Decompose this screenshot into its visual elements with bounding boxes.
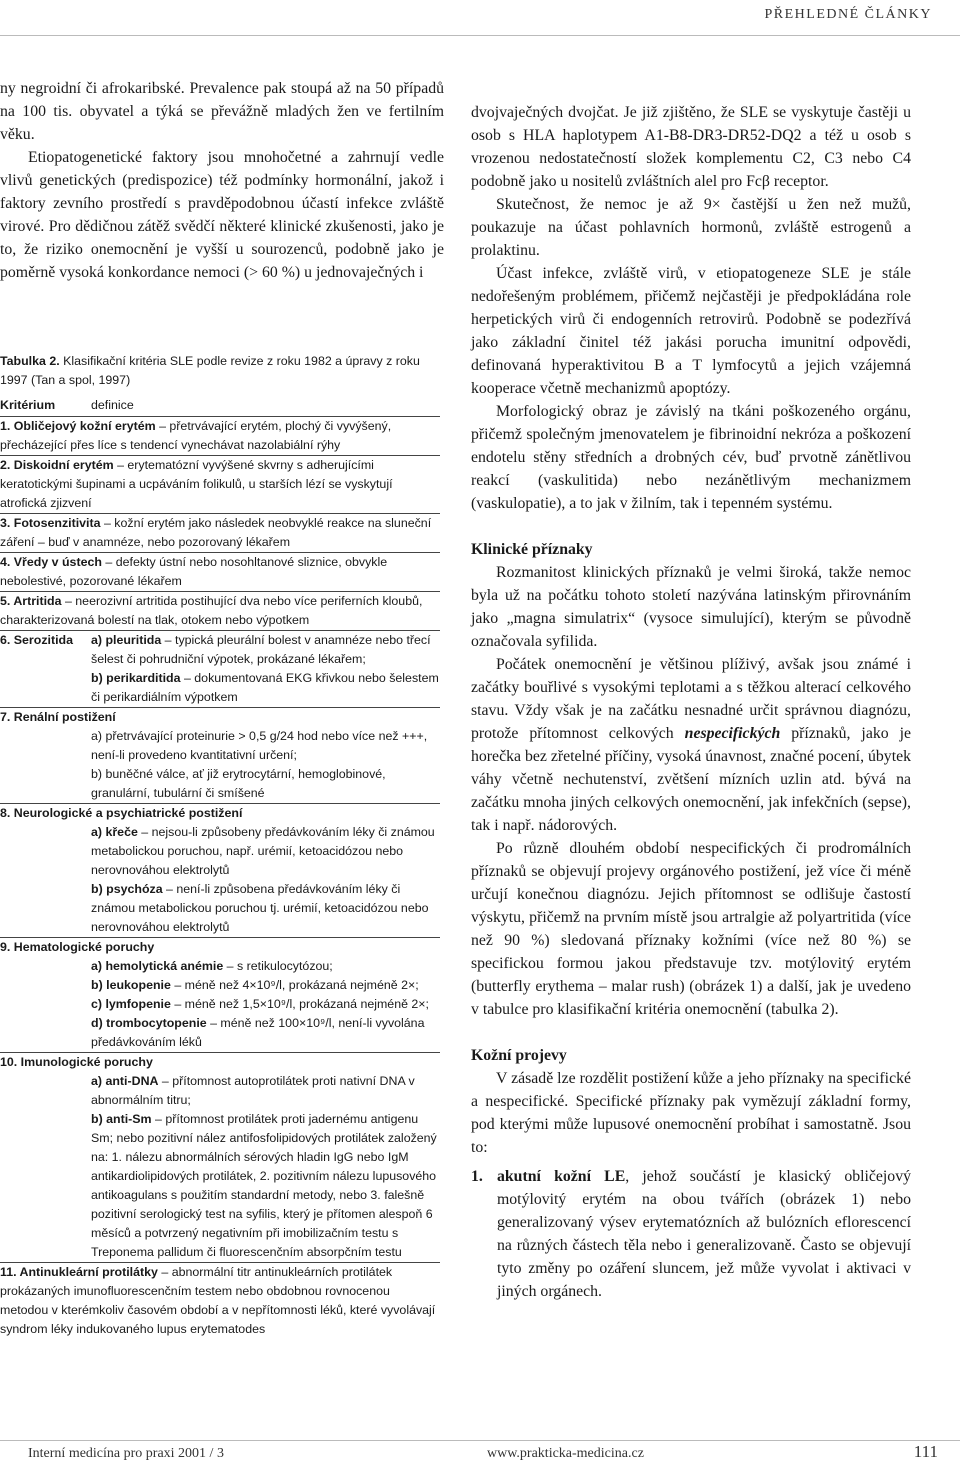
criterion-term: 3. Fotosenzitivita <box>0 516 101 530</box>
list-lead-term: akutní kožní LE <box>497 1168 626 1185</box>
criterion-definition: – erytematózní vyvýšené skvrny s adherujícími keratotickými šupinami a ucpáváním folikulů, u starších lézí se vyskytují atrofická zjizvení <box>0 458 393 510</box>
sub-criterion-label: b) anti-Sm <box>91 1112 152 1126</box>
criterion-term: 6. Serozitida <box>0 633 73 647</box>
sub-criterion-text: – nejsou-li způsobeny předávkováním léky či známou metabolickou poruchou, např. urémií, ketoacidózou nebo nerovnováhou elektrolytů <box>91 825 435 877</box>
criterion-term: 1. Obličejový kožní erytém <box>0 419 156 433</box>
table-row <box>0 1263 440 1339</box>
criterion-term: 10. Imunologické poruchy <box>0 1055 153 1069</box>
criterion-definition: – neerozivní artritida postihující dva nebo více periferních kloubů, charakterizovaná bolestí na tlak, otokem nebo výpotkem <box>0 594 423 627</box>
table-row <box>0 553 440 592</box>
journal-name: Interní medicína pro praxi 2001 / 3 <box>28 1446 224 1461</box>
column-header-criterion: Kritérium <box>0 398 56 412</box>
list-item <box>471 1165 911 1303</box>
sub-criterion-text: b) buněčné válce, ať již erytrocytární, hemoglobinové, granulární, tubulární či smíšené <box>91 767 386 800</box>
list-number: 1. <box>471 1168 483 1185</box>
table-row <box>0 938 440 1053</box>
section-label: PŘEHLEDNÉ ČLÁNKY <box>764 7 932 22</box>
table-caption-label: Tabulka 2. <box>0 354 60 368</box>
sub-criterion-label: a) anti-DNA <box>91 1074 159 1088</box>
criterion-term: 5. Artritida <box>0 594 62 608</box>
criterion-term: 2. Diskoidní erytém <box>0 458 114 472</box>
table-row <box>0 804 440 938</box>
sub-criterion-text: – typická pleurální bolest v anamnéze nebo třecí šelest či pohrudniční výpotek, prokázané lékařem; <box>91 633 431 666</box>
paragraph: Morfologický obraz je závislý na tkáni poškozeného orgánu, přičemž společným jmenovatelem je fibrinoidní nekróza a poškození endotelu stěny středních a drobných cév, buď prvotně zánětlivou reakcí (vaskulitida) nebo nezánětlivým mechanizmem (vaskulopatie), a to jak v žilním, tak i tepenném systému. <box>471 403 911 512</box>
paragraph-text: Počátek onemocnění je většinou plíživý, avšak jsou známé i začátky bouřlivé s vysokými teplotami a s těžkou alterací celkového stavu. Vždy však je na začátku nesnadné určit správnou diagnózu, protože přítomnost celkových <box>471 656 911 742</box>
right-column <box>471 101 911 1303</box>
sub-criterion-text: – s retikulocytózou; <box>223 959 333 973</box>
paragraph: dvojvaječných dvojčat. Je již zjištěno, že SLE se vyskytuje častěji u osob s HLA haplotypem A1-B8-DR3-DR52-DQ2 a též u osob s vrozenou nedostatečností složek komplementu C2, C3 nebo C4 podobně jako u nositelů zvláštních alel pro Fcβ receptor. <box>471 104 911 190</box>
sub-criterion-label: d) trombocytopenie <box>91 1016 207 1030</box>
sub-criterion-label: a) pleuritida <box>91 633 162 647</box>
paragraph: Rozmanitost klinických příznaků je velmi široká, takže nemoc byla už na počátku tohoto století nazývána latinským přirovnáním jako „magna simulatrix“ (vysoce simulující), kterým se původně označovala syfilida. <box>471 564 911 650</box>
emphasis-text: nespecifických <box>684 725 781 742</box>
criterion-term: 4. Vředy v ústech <box>0 555 102 569</box>
sub-criterion-text: – méně než 1,5×10⁹/l, prokázaná nejméně 2×; <box>170 997 429 1011</box>
list-text <box>497 1165 911 1303</box>
paragraph: Po různě dlouhém období nespecifických či prodromálních příznaků se objevují projevy orgánového postižení, jež více či méně určují konečnou diagnózu. Jejich přítomnost se odlišuje častostí výskytu, přičemž na prvním místě jsou artralgie až polyartritida (více než 90 %) sledovaná příznaky kožními (více než 80 %) se specifickou formou jakou představuje tzv. motýlovitý erytém (butterfly erythema – malar rush) (obrázek 1) a další, jak je uvedeno v tabulce pro klasifikační kritéria onemocnění (tabulka 2). <box>471 840 911 1018</box>
table-caption <box>0 352 440 390</box>
sub-criterion-label: c) lymfopenie <box>91 997 171 1011</box>
table-caption-text: Klasifikační kritéria SLE podle revize z roku 1982 a úpravy z roku 1997 (Tan a spol, 1997) <box>0 354 420 387</box>
sub-criterion-label: b) leukopenie <box>91 978 171 992</box>
website-link[interactable]: www.prakticka-medicina.cz <box>487 1446 644 1461</box>
paragraph: Skutečnost, že nemoc je až 9× častější u žen než mužů, poukazuje na účast pohlavních hormonů, zvláště estrogenů a prolaktinu. <box>471 196 911 259</box>
table-row <box>0 514 440 553</box>
sub-criterion-label: a) hemolytická anémie <box>91 959 224 973</box>
sub-criterion-text: – méně než 100×10⁹/l, není-li vyvolána předávkováním léků <box>91 1016 425 1049</box>
footer-divider <box>0 1440 960 1441</box>
criterion-definition: – defekty ústní nebo nosohltanové sliznice, obvykle nebolestivé, pozorované lékařem <box>0 555 388 588</box>
paragraph <box>471 653 911 837</box>
sub-criterion-text: – přítomnost autoprotilátek proti nativní DNA v abnormálním titru; <box>91 1074 415 1107</box>
header-divider <box>0 35 960 36</box>
table-row <box>0 417 440 456</box>
table-row <box>0 631 440 708</box>
paragraph: Etiopatogenetické faktory jsou mnohočetné a zahrnují vedle vlivů genetických (predispozice) též podmínky hormonální, jakož i faktory zevního prostředí s pravděpodobnou účastí infekce zvláště virové. Pro dědičnou zátěž svědčí některé klinické zkušenosti, jako je to, že riziko onemocnění je vyšší u sourozenců, podobně jako je poměrně vysoká konkordance nemoci (> 60 %) u jednovaječných i <box>0 149 444 281</box>
section-heading-skin: Kožní projevy <box>471 1047 567 1064</box>
left-column <box>0 77 444 284</box>
sub-criterion-text: – není-li způsobena předávkováním léky či známou metabolickou poruchou tj. urémií, ketoacidózou nebo nerovnováhou elektrolytů <box>91 882 429 934</box>
table-row <box>0 456 440 514</box>
classification-table <box>0 352 440 1339</box>
criterion-definition: – kožní erytém jako následek neobvyklé reakce na sluneční záření – buď v anamnéze, nebo pozorovaný lékařem <box>0 516 432 549</box>
criterion-term: 11. Antinukleární protilátky <box>0 1265 158 1279</box>
paragraph: ny negroidní či afrokaribské. Prevalence pak stoupá až na 50 případů na 100 tis. obyvatel a týká se převážně mladých žen ve fertilním věku. <box>0 80 444 143</box>
criterion-term: 8. Neurologické a psychiatrické postižení <box>0 806 243 820</box>
sub-criterion-label: b) perikarditida <box>91 671 181 685</box>
paragraph: Účast infekce, zvláště virů, v etiopatogeneze SLE je stále nedořešeným problémem, přičemž nejčastěji je předpokládána role herpetických virů či endogenních retrovirů. Podobně se podezřívá jako základní činitel též jakási porucha imunitní odpovědi, definovaná hyperaktivitou B a T lymfocytů a jejich vzájemná kooperace včetně mechanizmů apoptózy. <box>471 265 911 397</box>
table-row <box>0 1053 440 1263</box>
paragraph-text: příznaků, jako je horečka bez zřetelné příčiny, vysoká únavnost, značné pocení, úbytek váhy včetně nechutenství, zvětšení mízních uzlin atd. bývá na začátku mnoha jiných celkových onemocnění, jak infekčních (sepse), tak i např. nádorových. <box>471 725 911 834</box>
list-body: , jehož součástí je klasický obličejový motýlovitý erytém na obou tvářích (obrázek 1) nebo generalizovaný výsev erytematózních až bulózních eflorescencí na různých částech těla nebo i generalizovaně. Často se objevují tyto změny po ozáření sluncem, jež může vyvolat i aktivaci v jiných orgánech. <box>497 1168 911 1300</box>
criterion-definition: – abnormální titr antinukleárních protilátek prokázaných imunofluorescenčním testem nebo obdobnou rovnocenou metodou v kterémkoliv časovém období a v nepřítomnosti léků, které vyvolávají syndrom léky indukovaného lupus erytematodes <box>0 1265 436 1336</box>
sub-criterion-label: a) křeče <box>91 825 138 839</box>
sub-criterion-text: – dokumentovaná EKG křivkou nebo šelestem či perikardiálním výpotkem <box>91 671 439 704</box>
criterion-term: 9. Hematologické poruchy <box>0 940 155 954</box>
paragraph: V zásadě lze rozdělit postižení kůže a jeho příznaky na specifické a nespecifické. Specifické příznaky pak vymězují základní formy, pod kterými může lupusové onemocnění probíhat i samostatně. Jsou to: <box>471 1070 911 1156</box>
table-header-row <box>0 396 440 417</box>
section-heading-clinical-symptoms: Klinické příznaky <box>471 541 593 558</box>
column-header-definition: definice <box>91 398 134 412</box>
table-row <box>0 592 440 631</box>
criterion-definition: – přetrvávající erytém, plochý či vyvýšený, přecházející přes líce s tendencí vynechávat nazolabiální rýhy <box>0 419 392 452</box>
sub-criterion-text: – méně než 4×10⁹/l, prokázaná nejméně 2×; <box>170 978 419 992</box>
sub-criterion-text: – přítomnost protilátek proti jadernému antigenu Sm; nebo pozitivní nález antifosfolipidových protilátek založený na: 1. nálezu abnormálních sérových hladin IgG nebo IgM antikardiolipidových protilátek, 2. pozitivním nálezu lupusového antikoagulans s použitím standardní metody, nebo 3. falešně pozitivní serologický test na syfilis, který je přítomen alespoň 6 měsíců a potvrzený negativním při imobilizačním testu s Treponema pallidum či fluorescenčním absorpčním testu <box>91 1112 437 1259</box>
criterion-term: 7. Renální postižení <box>0 710 116 724</box>
table-row <box>0 708 440 804</box>
page-number: 111 <box>913 1442 938 1461</box>
sub-criterion-label: b) psychóza <box>91 882 163 896</box>
sub-criterion-text: a) přetrvávající proteinurie > 0,5 g/24 hod nebo více než +++, není-li provedeno kvantitativní určení; <box>91 729 428 762</box>
